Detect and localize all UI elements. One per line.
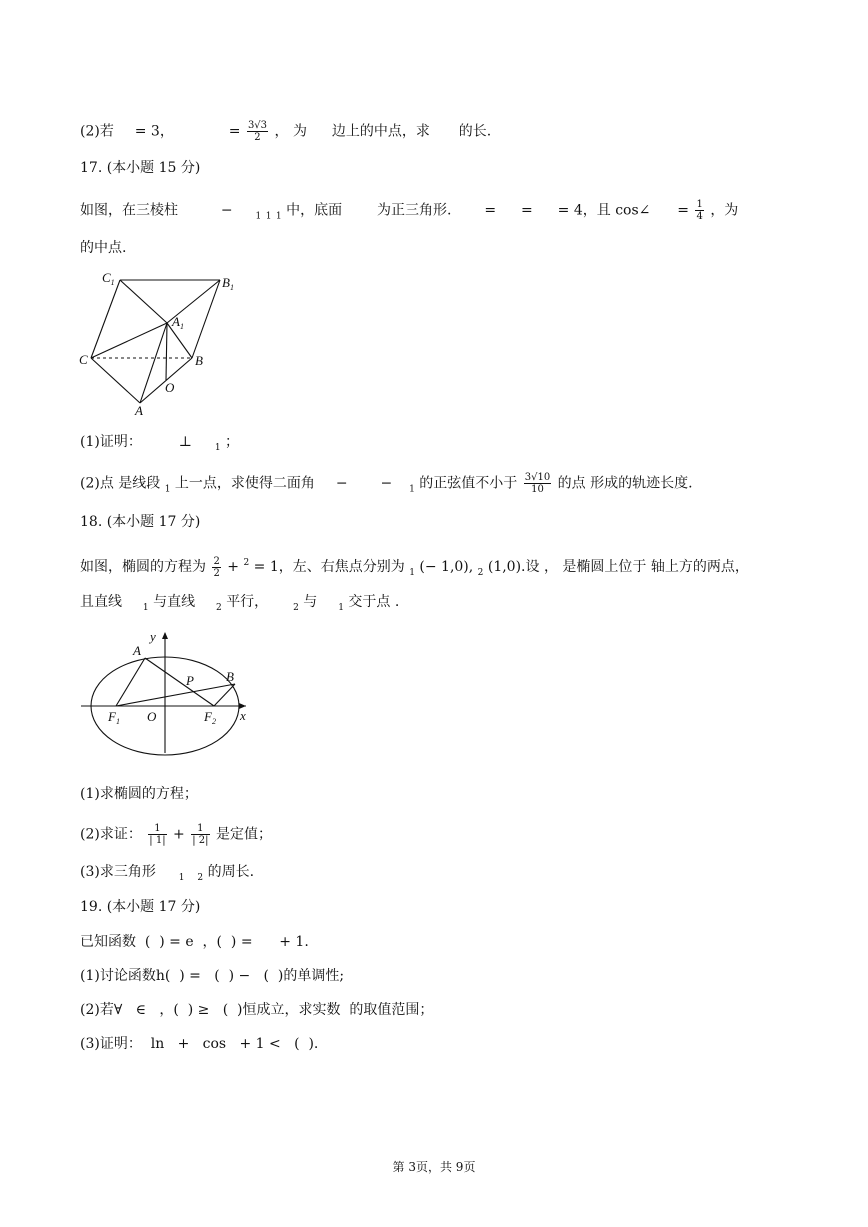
subscript: 1 (275, 211, 282, 222)
label-x: x (240, 708, 246, 723)
text: 平行， (226, 594, 269, 610)
label-y: y (150, 629, 156, 644)
text: 的长. (458, 123, 492, 140)
q19-part3: (3)证明： ln + cos + 1 < ( ). (80, 1036, 319, 1052)
q18-part3 (80, 862, 254, 888)
text: = (677, 202, 690, 219)
q17-line1 (80, 199, 738, 227)
subscript: 2 (293, 603, 299, 613)
text: (1)证明： (80, 434, 142, 450)
y-axis-arrow (162, 632, 168, 639)
label-c1: $C_1$ (102, 270, 115, 287)
frac-num: 2 (213, 555, 220, 567)
q19-part2: (2)若∀ ∈ ，( ) ≥ ( )恒成立，求实数 的取值范围； (80, 1002, 434, 1018)
fraction (191, 823, 209, 846)
text: = 4，且 cos∠ (557, 202, 651, 219)
label-b: B (195, 353, 203, 368)
subscript: 1 (178, 873, 185, 883)
q19-line1: 已知函数 ( ) = e ，( ) = + 1. (80, 934, 309, 950)
edge-a1-o (166, 323, 167, 380)
subscript: 1 (255, 211, 262, 222)
label-c: C (79, 352, 88, 367)
text: 如图，在三棱柱 (80, 202, 178, 219)
frac-num: 3√3 (247, 120, 268, 131)
fraction (212, 556, 220, 579)
text: + (173, 826, 185, 843)
text: − (220, 202, 233, 219)
text: (2)求证： (80, 826, 142, 843)
text: 交于点 . (348, 594, 400, 610)
frac-den: 2 (213, 567, 220, 579)
subscript: 2 (477, 568, 484, 578)
subscript: 2 (197, 873, 204, 883)
text: 为正三角形. (377, 202, 452, 219)
label-o: O (147, 709, 157, 724)
fraction (247, 120, 268, 143)
text: 且直线 (80, 594, 122, 610)
q19-part1: (1)讨论函数h( ) = ( ) − ( )的单调性; (80, 968, 345, 984)
q18-heading: 18. (本小题 17 分) (80, 514, 201, 530)
text: 如图，椭圆的方程为 (80, 559, 206, 575)
text: ⊥ (178, 434, 192, 450)
text: = (521, 202, 533, 219)
text: − (380, 475, 393, 492)
text: = 1，左、右焦点分别为 (253, 559, 405, 575)
subscript: 2 (216, 603, 222, 613)
text: = 3， (134, 123, 174, 140)
label-o: O (165, 380, 175, 395)
frac-num: 1 (696, 199, 703, 210)
q17-part2 (80, 472, 693, 500)
subscript: 1 (409, 568, 415, 578)
text: − (335, 475, 348, 492)
q17-part1 (80, 432, 239, 458)
q19-heading: 19. (本小题 17 分) (80, 899, 201, 915)
seg-f1-a (116, 658, 145, 706)
prism-figure (74, 268, 244, 418)
fraction (148, 823, 166, 846)
label-f1: $F_1$ (108, 709, 120, 726)
text: 的点 形成的轨迹长度. (557, 475, 693, 492)
subscript: 1 (214, 443, 221, 453)
label-f2: $F_2$ (204, 709, 216, 726)
label-a1: $A_1$ (172, 314, 184, 331)
label-a: A (135, 403, 143, 418)
text: (1,0).设 ， 是椭圆上位于 轴上方的两点， (487, 559, 749, 575)
text: ， 为 (274, 123, 307, 140)
frac-den: 4 (696, 211, 703, 222)
superscript: 2 (243, 558, 250, 568)
q18-part2 (80, 823, 272, 846)
fraction (524, 472, 551, 495)
frac-den: | 1| (149, 835, 166, 846)
text: 的周长. (207, 864, 255, 880)
frac-den: 2 (254, 132, 261, 143)
frac-num: 3√10 (524, 472, 551, 483)
frac-den: 10 (531, 484, 544, 495)
label-p: P (186, 673, 194, 688)
text: 是定值； (215, 826, 272, 843)
q17-heading: 17. (本小题 15 分) (80, 160, 201, 176)
subscript: 1 (409, 484, 415, 495)
text: = (228, 123, 241, 140)
frac-num: 1 (191, 823, 209, 835)
subscript: 1 (164, 484, 171, 495)
text: 上一点，求使得二面角 (174, 475, 315, 492)
text: (2)若 (80, 123, 114, 140)
text: 与直线 (153, 594, 196, 610)
subscript: 1 (338, 603, 344, 613)
q17-line2: 的中点. (80, 240, 127, 256)
fraction (695, 199, 703, 222)
edge-c-a (91, 358, 140, 403)
label-b: B (226, 669, 234, 684)
text: 中，底面 (286, 202, 343, 219)
label-b1: $B_1$ (222, 275, 234, 292)
text: 边上的中点，求 (331, 123, 430, 140)
page-footer: 第 3页，共 9页 (392, 1160, 476, 1174)
text: 的正弦值不小于 (419, 475, 518, 492)
text: (3)求三角形 (80, 864, 156, 880)
text: (− 1,0), (419, 559, 474, 575)
q18-line1 (80, 553, 749, 583)
text: ； (225, 434, 240, 450)
q18-line2 (80, 592, 399, 618)
ellipse-figure (76, 628, 256, 758)
q16-part2 (80, 120, 491, 143)
label-a: A (133, 643, 141, 658)
subscript: 1 (142, 603, 149, 613)
text: ，为 (710, 202, 739, 219)
frac-den: | 2| (192, 835, 209, 846)
text: = (484, 202, 497, 219)
frac-num: 1 (148, 823, 166, 835)
text: (2)点 是线段 (80, 475, 161, 492)
subscript: 1 (265, 211, 272, 222)
text: + (227, 559, 240, 575)
edge-c1-a1 (120, 280, 167, 323)
text: 与 (303, 594, 318, 610)
q18-part1: (1)求椭圆的方程； (80, 786, 198, 802)
